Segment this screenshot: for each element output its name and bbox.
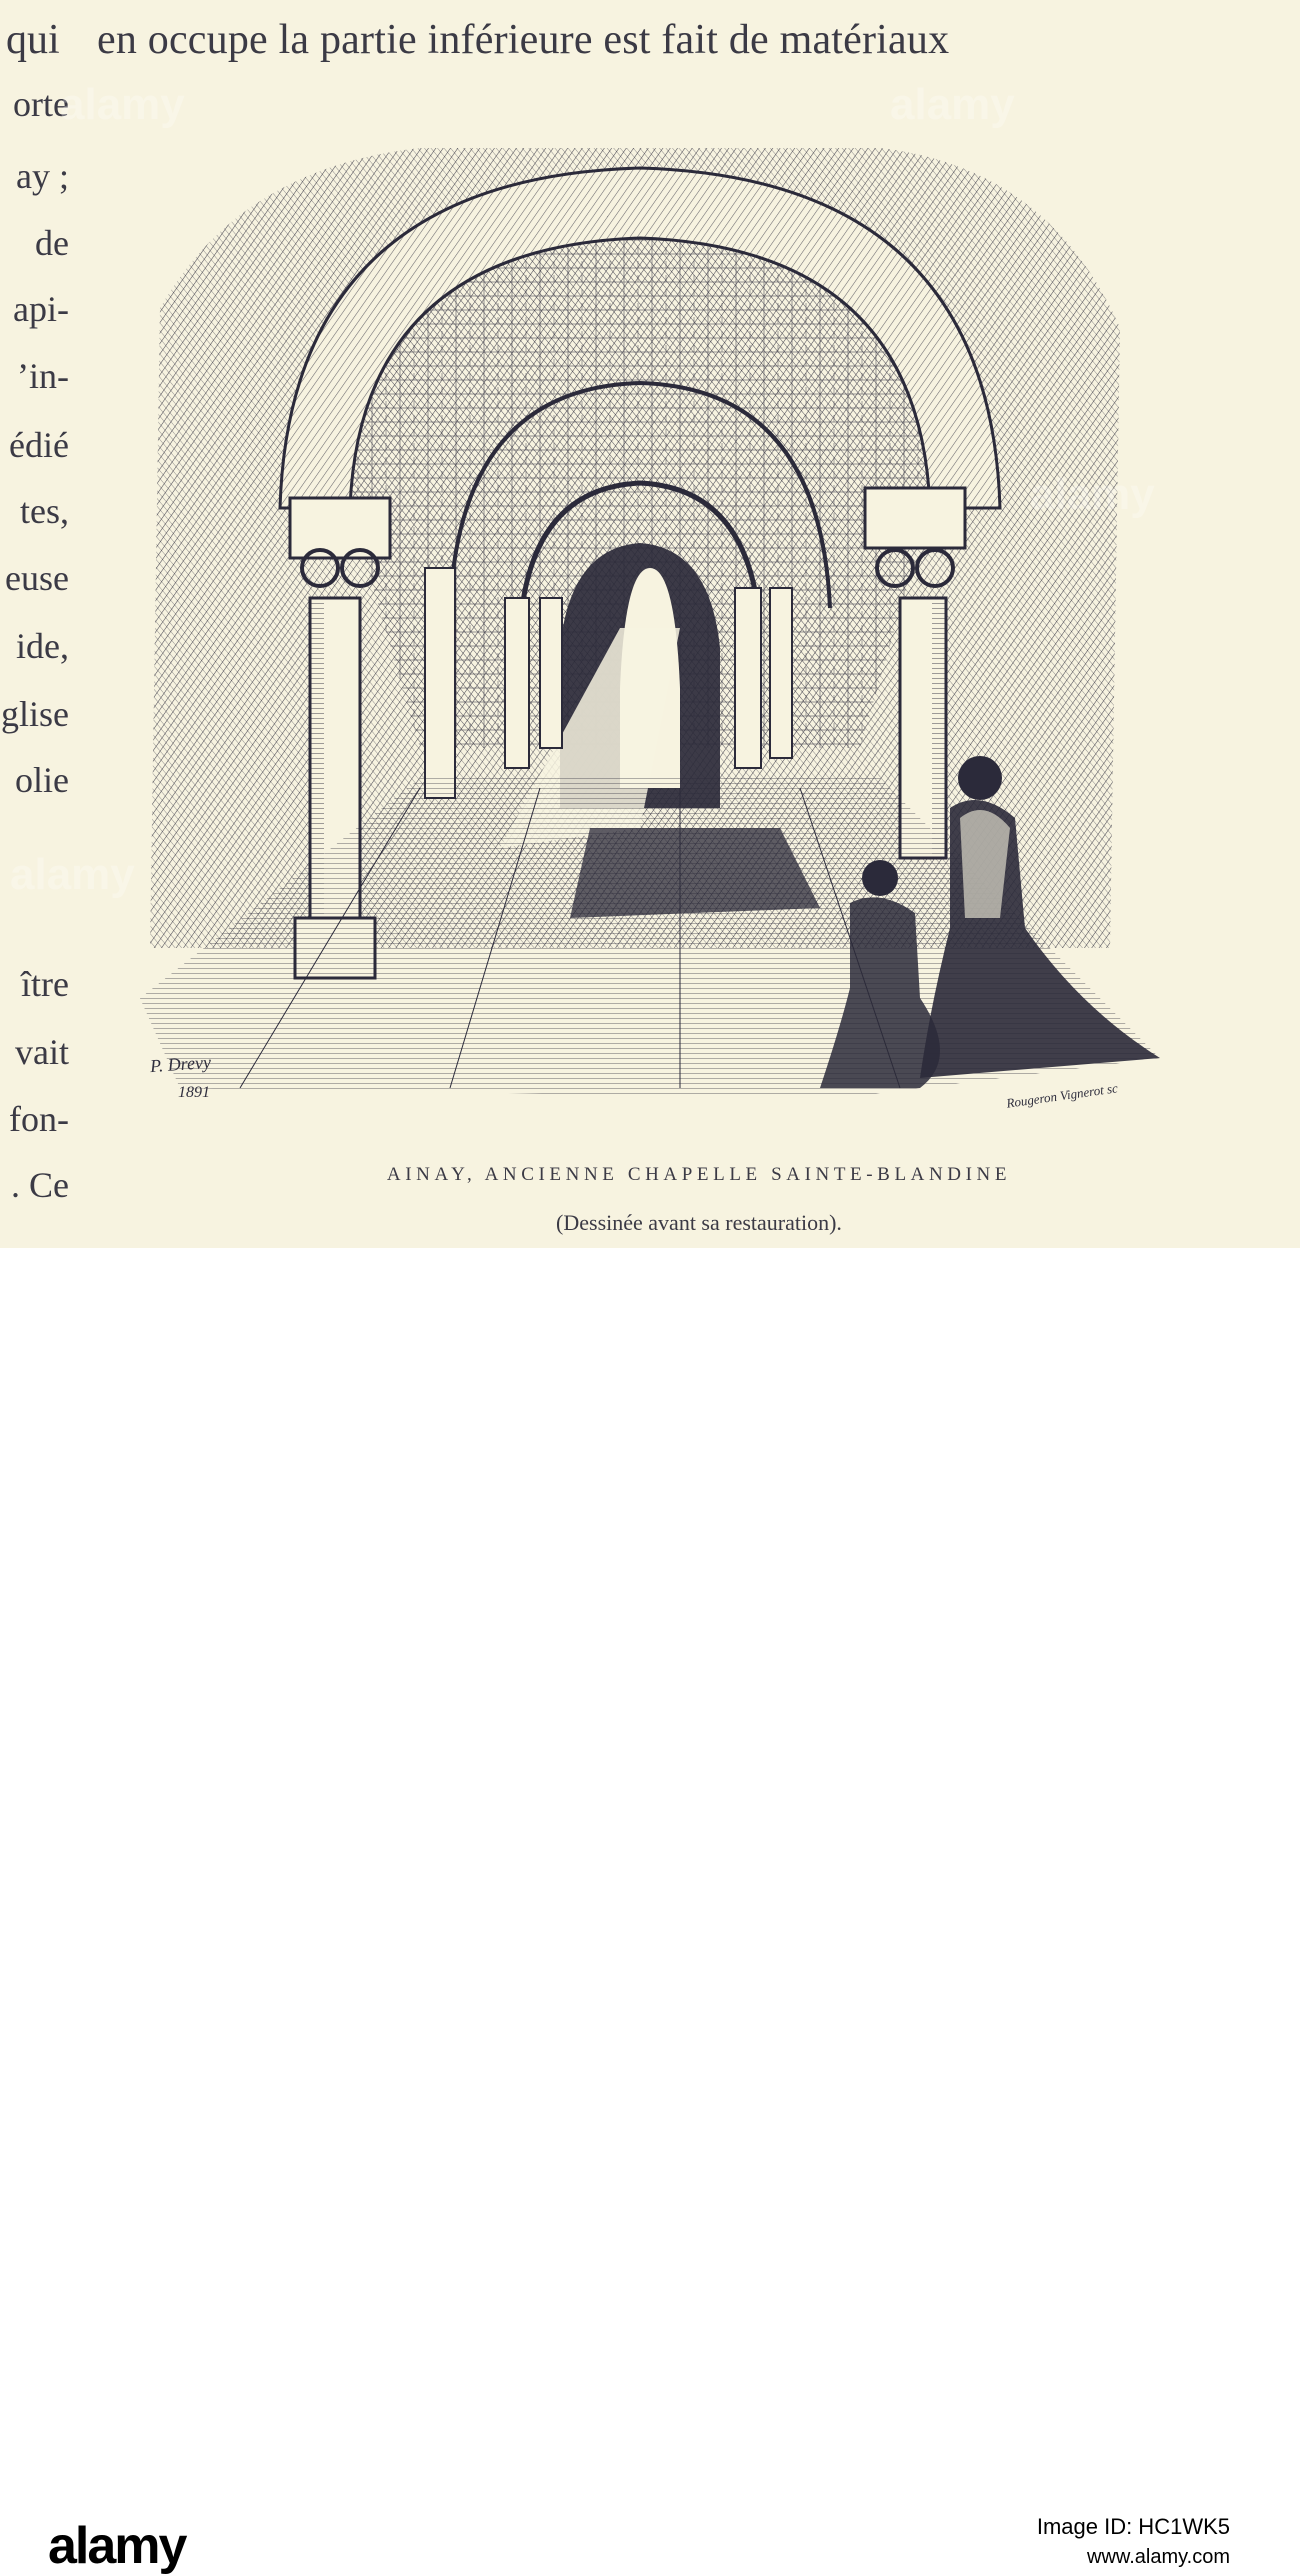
artist-signature: P. Drevy [149,1051,212,1077]
stock-watermark-bar [0,1248,1300,2575]
image-id-label: Image ID: HC1WK5 [1036,2514,1230,2539]
left-fragment-5: ’in- [17,356,69,396]
image-url-label: www.alamy.com [1087,2546,1230,2568]
body-text-top-line [0,10,1300,70]
left-fragment-9: ide, [16,626,69,666]
left-fragment-11: olie [15,760,69,800]
left-fragment-1: orte [13,84,69,124]
watermark-overlay-2: alamy [890,80,1015,129]
left-fragment-15: . Ce [11,1165,69,1205]
book-page [0,0,1300,1248]
caption-subtitle: (Dessinée avant sa restauration). [556,1210,842,1235]
engraving-illustration [120,128,1170,1118]
left-fragment-4: api- [13,289,69,329]
left-fragment-6: édié [9,425,69,465]
watermark-overlay-4: alamy [10,850,135,899]
artist-signature-year: 1891 [178,1084,210,1101]
engraver-signature: Rougeron Vignerot sc [1005,1080,1119,1111]
watermark-overlay-1: alamy [60,80,185,129]
left-fragment-13: vait [15,1032,69,1072]
left-fragment-3: de [35,223,69,263]
left-fragment-2: ay ; [16,156,69,196]
text-fragment-qui: qui [6,17,60,63]
left-fragment-14: fon- [9,1099,69,1139]
watermark-overlay-3: alamy [1030,470,1155,519]
text-line-main: en occupe la partie inférieure est fait de matériaux [97,17,950,63]
left-fragment-7: tes, [20,491,69,531]
left-fragment-12: ître [21,964,69,1004]
caption-title: AINAY, ANCIENNE CHAPELLE SAINTE-BLANDINE [386,1164,1012,1185]
left-fragment-10: glise [1,694,69,734]
left-fragment-8: euse [5,558,69,598]
alamy-logo: alamy [48,2517,186,2575]
